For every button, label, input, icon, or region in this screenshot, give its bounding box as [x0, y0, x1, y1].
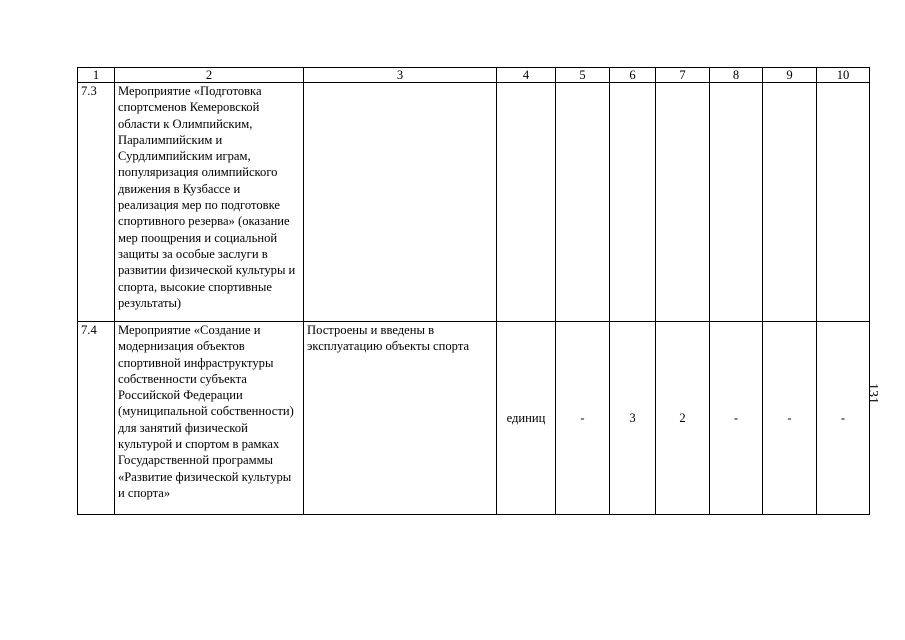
value-cell — [556, 83, 610, 322]
header-cell: 6 — [610, 68, 656, 83]
value-cell: 2 — [656, 322, 710, 515]
indicator-cell — [304, 83, 497, 322]
event-description: Мероприятие «Создание и модернизация объектов спортивной инфраструктуры собственности субъекта Российской Федерации (муниципальной собственности) для занятий физической культурой и спортом в рамках Государственной программы «Развитие физической культуры и спорта» — [115, 322, 304, 515]
value-cell: - — [556, 322, 610, 515]
page-number: 131 — [865, 383, 880, 404]
header-cell: 2 — [115, 68, 304, 83]
value-cell — [610, 83, 656, 322]
value-cell — [656, 83, 710, 322]
header-cell: 10 — [817, 68, 870, 83]
indicator-cell: Построены и введены в эксплуатацию объекты спорта — [304, 322, 497, 515]
header-cell: 4 — [497, 68, 556, 83]
header-cell: 9 — [763, 68, 817, 83]
row-number: 7.4 — [78, 322, 115, 515]
value-cell: - — [763, 322, 817, 515]
header-cell: 8 — [710, 68, 763, 83]
table-row — [78, 322, 870, 515]
value-cell: - — [817, 322, 870, 515]
header-cell: 3 — [304, 68, 497, 83]
value-cell: - — [710, 322, 763, 515]
header-cell: 5 — [556, 68, 610, 83]
table-row — [78, 83, 870, 322]
data-table — [77, 67, 870, 515]
unit-cell — [497, 83, 556, 322]
value-cell: 3 — [610, 322, 656, 515]
value-cell — [710, 83, 763, 322]
header-cell: 7 — [656, 68, 710, 83]
row-number: 7.3 — [78, 83, 115, 322]
value-cell — [763, 83, 817, 322]
header-row — [78, 68, 870, 83]
event-description: Мероприятие «Подготовка спортсменов Кемеровской области к Олимпийским, Паралимпийским и Сурдлимпийским играм, популяризация олимпийского движения в Кузбассе и реализация мер по подготовке спортивного резерва» (оказание мер поощрения и социальной защиты за особые заслуги в развитии физической культуры и спорта, высокие спортивные результаты) — [115, 83, 304, 322]
unit-cell: единиц — [497, 322, 556, 515]
header-cell: 1 — [78, 68, 115, 83]
value-cell — [817, 83, 870, 322]
